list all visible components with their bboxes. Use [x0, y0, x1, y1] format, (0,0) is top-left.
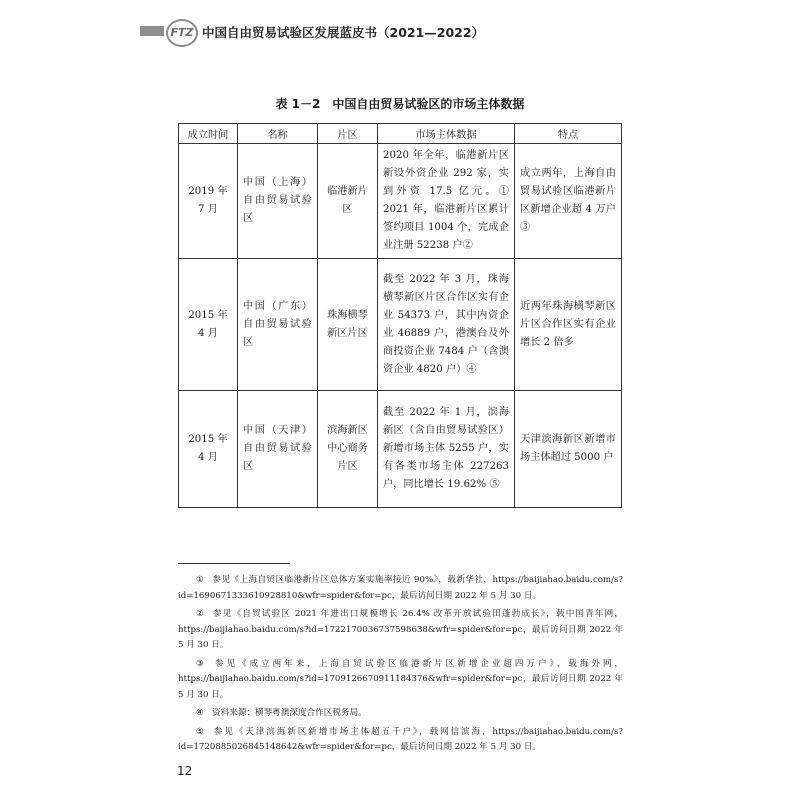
cell-feature: 天津滨海新区新增市场主体超过 5000 户	[515, 391, 622, 508]
cell-area: 珠海横琴新区片区	[318, 259, 378, 391]
footnote-text: 参见《成立两年来，上海自贸试验区临港新片区新增企业超四万户》，载海外网，https://baijiahao.baidu.com/s?id=1709126670911184376&wfr=spider&for=pc，最后访问日期 2022 年 5 月 30 日。	[178, 658, 623, 700]
table-header-row	[179, 124, 622, 144]
footnote	[178, 573, 623, 604]
table-row	[179, 144, 622, 259]
column-header-feature: 特点	[515, 124, 622, 144]
cell-name: 中国（天津）自由贸易试验区	[238, 391, 318, 508]
column-header-data: 市场主体数据	[378, 124, 515, 144]
footnote-text: 参见《天津滨海新区新增市场主体超五千户》，载网信滨海，https://baijiahao.baidu.com/s?id=1720885026845148642&wfr=spider&for=pc，最后访问日期 2022 年 5 月 30 日。	[178, 726, 623, 752]
cell-name: 中国（上海）自由贸易试验区	[238, 144, 318, 259]
cell-data: 截至 2022 年 1 月，滨海新区（含自由贸易试验区）新增市场主体 5255 户，实有各类市场主体 227263 户，同比增长 19.62% ⑤	[378, 391, 515, 508]
footnote-text: 参见《自贸试验区 2021 年进出口规模增长 26.4% 改革开放试验田蓬勃成长》，载中国青年网，https://baijiahao.baidu.com/s?id=1722170036737598638&wfr=spider&for=pc，最后访问日期 2022 年 5 月 30 日。	[178, 609, 623, 650]
footnote	[178, 607, 623, 654]
cell-area: 滨海新区中心商务片区	[318, 391, 378, 508]
page-number: 12	[177, 764, 193, 778]
running-title: 中国自由贸易试验区发展蓝皮书（2021—2022）	[202, 25, 485, 40]
footnote	[178, 657, 623, 704]
cell-data: 2020 年全年，临港新片区新设外资企业 292 家，实到外资 17.5 亿元。① 2021 年，临港新片区累计签约项目 1004 个，完成企业注册 52238 户②	[378, 144, 515, 259]
table-row	[179, 259, 622, 391]
footnote-text: 资料来源：横琴粤澳深度合作区税务局。	[212, 708, 367, 718]
footnote-number: ③	[196, 658, 204, 669]
footnote	[178, 706, 623, 722]
footnote	[178, 725, 623, 756]
header-decor-bar	[140, 26, 164, 36]
footnote-number: ⑤	[196, 726, 204, 737]
footnote-number: ②	[196, 609, 204, 619]
cell-area: 临港新片区	[318, 144, 378, 259]
cell-date: 2015 年 4 月	[179, 391, 238, 508]
table-caption: 表 1－2 中国自由贸易试验区的市场主体数据	[275, 97, 525, 111]
footnotes	[178, 573, 623, 759]
footnote-number: ①	[196, 575, 204, 585]
ftz-logo-icon: FTZ	[166, 19, 198, 47]
cell-feature: 成立两年，上海自由贸易试验区临港新片区新增企业超 4 万户③	[515, 144, 622, 259]
cell-date: 2015 年 4 月	[179, 259, 238, 391]
column-header-date: 成立时间	[179, 124, 238, 144]
market-entity-table	[178, 123, 622, 508]
footnote-separator	[178, 563, 290, 564]
column-header-name: 名称	[238, 124, 318, 144]
cell-date: 2019 年 7 月	[179, 144, 238, 259]
cell-name: 中国（广东）自由贸易试验区	[238, 259, 318, 391]
cell-data: 截至 2022 年 3 月，珠海横琴新区片区合作区实有企业 54373 户，其中内资企业 46889 户，港澳台及外商投资企业 7484 户（含澳资企业 4820 户）④	[378, 259, 515, 391]
footnote-number: ④	[196, 708, 204, 718]
cell-feature: 近两年珠海横琴新区片区合作区实有企业增长 2 倍多	[515, 259, 622, 391]
table-row	[179, 391, 622, 508]
footnote-text: 参见《上海自贸区临港新片区总体方案实施率接近 90%》，载新华社，https://baijiahao.baidu.com/s?id=1690671333610928810&wfr=spider&for=pc，最后访问日期 2022 年 5 月 30 日。	[178, 575, 623, 601]
column-header-area: 片区	[318, 124, 378, 144]
